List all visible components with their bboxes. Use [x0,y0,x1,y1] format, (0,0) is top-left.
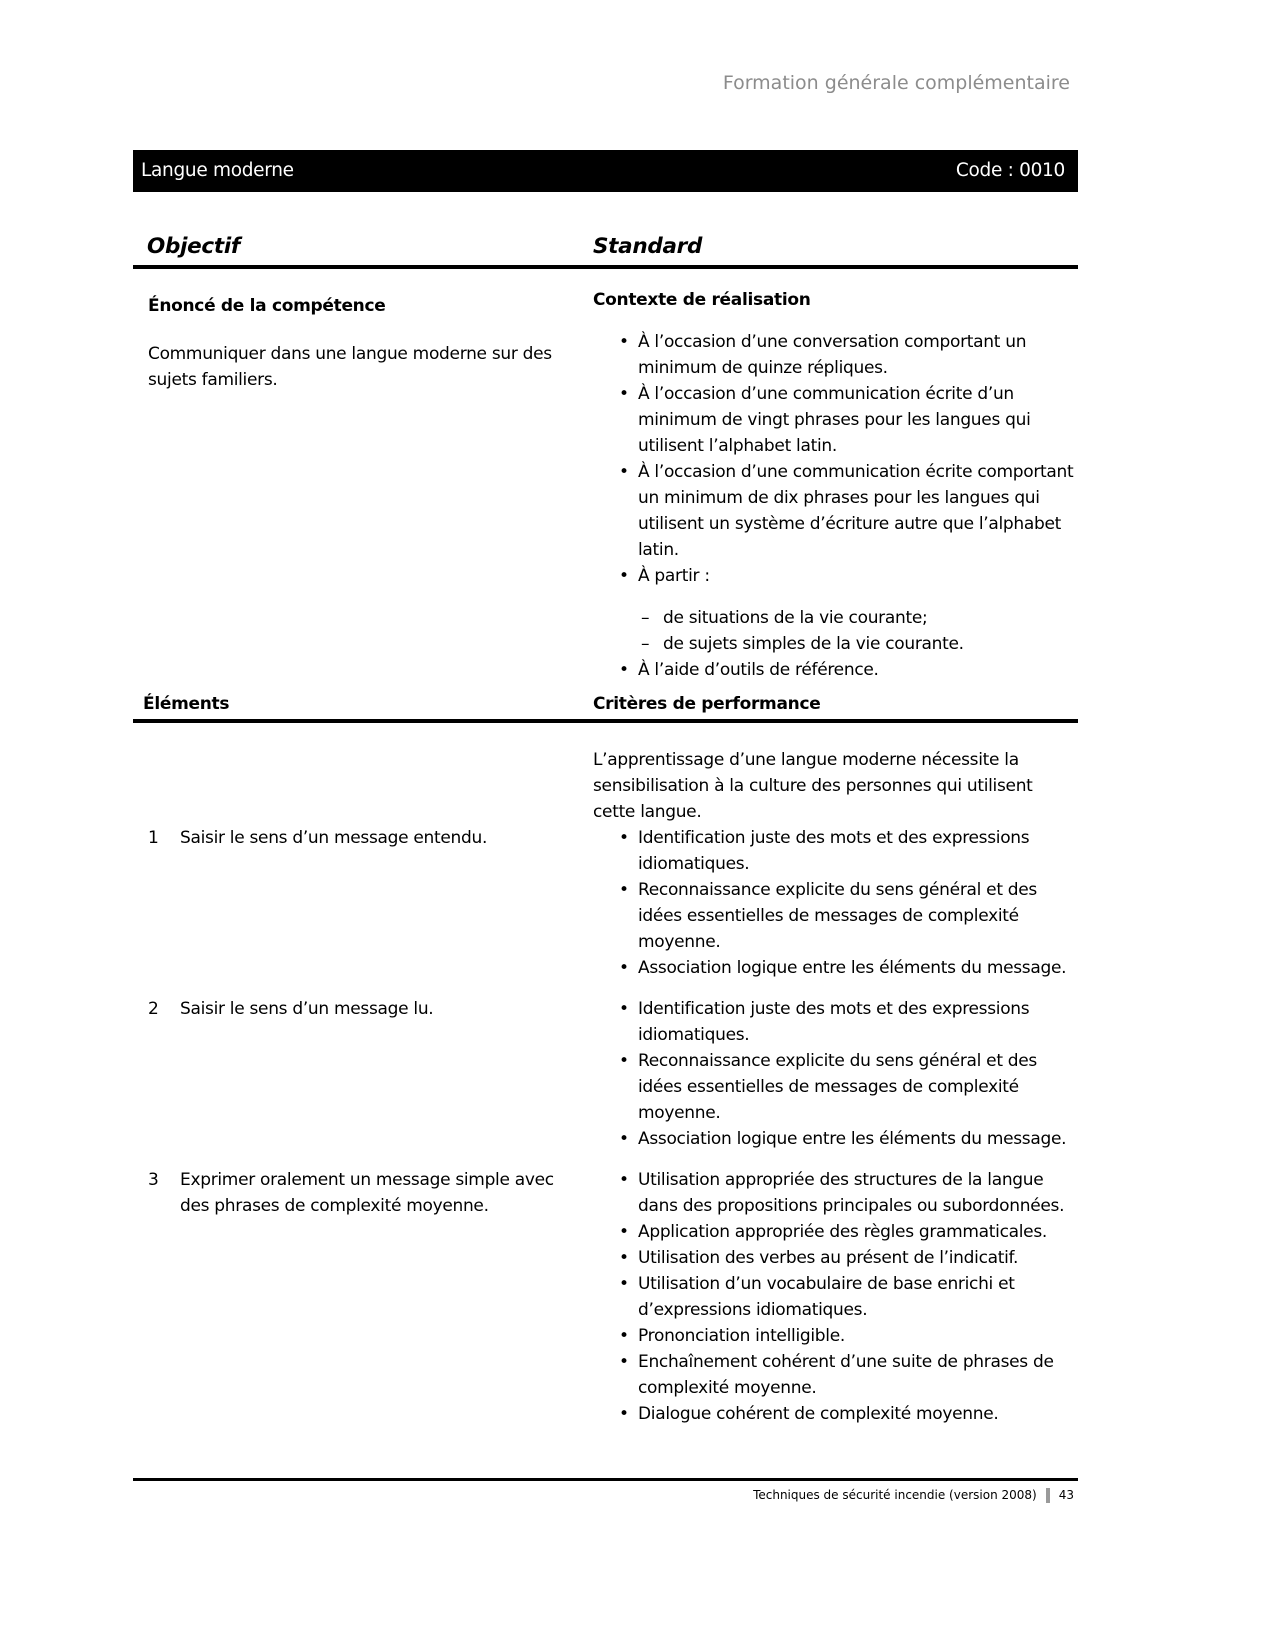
criteria-list [593,825,1078,981]
criterion-item [593,1323,1078,1349]
bullet-icon: • [619,462,629,482]
bullet-text: À partir : [638,566,710,586]
bullet-icon: • [619,1222,629,1242]
criteres-heading: Critères de performance [593,694,821,714]
criteria-list [593,1167,1078,1427]
bullet-icon: • [619,1051,629,1071]
intro-row [133,747,1078,825]
sub-item [593,631,1078,657]
bullet-item [593,657,1078,683]
element-row [133,996,1078,1152]
criterion-item [593,1219,1078,1245]
bullet-icon: • [619,1248,629,1268]
elements-heading: Éléments [143,694,230,714]
criterion-text: Enchaînement cohérent d’une suite de phrases de complexité moyenne. [638,1352,1054,1398]
section-elements-criteres [133,747,1078,1427]
bullet-icon: • [619,958,629,978]
criteria-list [593,996,1078,1152]
criterion-text: Application appropriée des règles grammaticales. [638,1222,1047,1242]
footer-rule [133,1478,1078,1481]
criterion-text: Reconnaissance explicite du sens général et des idées essentielles de messages de complexité moyenne. [638,880,1037,952]
criterion-text: Reconnaissance explicite du sens général et des idées essentielles de messages de complexité moyenne. [638,1051,1037,1123]
bullet-text: À l’occasion d’une conversation comportant un minimum de quinze répliques. [638,332,1027,378]
element-row [133,1167,1078,1427]
element-number: 2 [148,999,159,1019]
sub-item [593,605,1078,631]
section-rule [133,719,1078,723]
bullet-icon: • [619,566,629,586]
section-rule [133,265,1078,269]
contexte-cell [585,287,1078,683]
bullet-icon: • [619,1404,629,1424]
dash-icon: – [641,634,650,654]
contexte-heading: Contexte de réalisation [593,290,811,310]
sub-list [593,605,1078,657]
criterion-item [593,825,1078,877]
section2-headers [133,691,1078,717]
page-number: 43 [1058,1488,1074,1502]
bullet-icon: • [619,384,629,404]
sub-item-text: de situations de la vie courante; [663,608,928,628]
criterion-text: Association logique entre les éléments du message. [638,1129,1067,1149]
footer [753,1486,1078,1504]
bullet-icon: • [619,880,629,900]
criterion-item [593,1048,1078,1126]
bullet-text: À l’occasion d’une communication écrite comportant un minimum de dix phrases pour les langues qui utilisent un système d’écriture autre que l’alphabet latin. [638,462,1074,560]
bullet-text: À l’aide d’outils de référence. [638,660,879,680]
criterion-text: Identification juste des mots et des expressions idiomatiques. [638,999,1030,1045]
bullet-item [593,459,1078,563]
enonce-text: Communiquer dans une langue moderne sur des sujets familiers. [148,344,552,390]
bullet-icon: • [619,1170,629,1190]
criterion-text: Prononciation intelligible. [638,1326,845,1346]
criterion-item [593,1271,1078,1323]
criterion-item [593,1401,1078,1427]
bullet-icon: • [619,1326,629,1346]
column-header-standard: Standard [593,234,703,259]
intro-text: L’apprentissage d’une langue moderne nécessite la sensibilisation à la culture des personnes qui utilisent cette langue. [593,750,1033,822]
column-header-objectif: Objectif [147,234,240,259]
sub-item-text: de sujets simples de la vie courante. [663,634,964,654]
bullet-icon: • [619,828,629,848]
enonce-cell [133,287,585,683]
bullet-item [593,381,1078,459]
bullet-icon: • [619,999,629,1019]
criterion-text: Utilisation appropriée des structures de la langue dans des propositions principales ou subordonnées. [638,1170,1065,1216]
element-text: Saisir le sens d’un message entendu. [180,828,488,848]
element-number: 3 [148,1170,159,1190]
course-code: Code : 0010 [955,160,1065,181]
column-headers [133,233,1078,261]
bullet-icon: • [619,1129,629,1149]
criterion-text: Utilisation des verbes au présent de l’indicatif. [638,1248,1019,1268]
element-text: Exprimer oralement un message simple avec des phrases de complexité moyenne. [180,1170,554,1216]
contexte-list [593,329,1078,683]
bullet-icon: • [619,1352,629,1372]
bullet-icon: • [619,660,629,680]
bullet-text: À l’occasion d’une communication écrite d’un minimum de vingt phrases pour les langues qui utilisent l’alphabet latin. [638,384,1031,456]
title-bar [133,150,1078,192]
section-objectif-standard [133,287,1078,683]
element-row [133,825,1078,981]
enonce-heading: Énoncé de la compétence [148,296,386,316]
bullet-icon: • [619,332,629,352]
criterion-item [593,877,1078,955]
page-header: Formation générale complémentaire [722,72,1070,94]
criterion-text: Utilisation d’un vocabulaire de base enrichi et d’expressions idiomatiques. [638,1274,1015,1320]
element-text: Saisir le sens d’un message lu. [180,999,434,1019]
criterion-item [593,1349,1078,1401]
criterion-item [593,1245,1078,1271]
bullet-icon: • [619,1274,629,1294]
criterion-item [593,1126,1078,1152]
bullet-item [593,329,1078,381]
criterion-item [593,955,1078,981]
criterion-item [593,1167,1078,1219]
footer-text: Techniques de sécurité incendie (version 2008) [753,1488,1037,1502]
element-number: 1 [148,828,159,848]
bullet-item [593,563,1078,657]
dash-icon: – [641,608,650,628]
criterion-text: Association logique entre les éléments du message. [638,958,1067,978]
page-divider [1046,1488,1050,1503]
criterion-text: Identification juste des mots et des expressions idiomatiques. [638,828,1030,874]
criterion-item [593,996,1078,1048]
course-title: Langue moderne [141,160,294,181]
criterion-text: Dialogue cohérent de complexité moyenne. [638,1404,999,1424]
